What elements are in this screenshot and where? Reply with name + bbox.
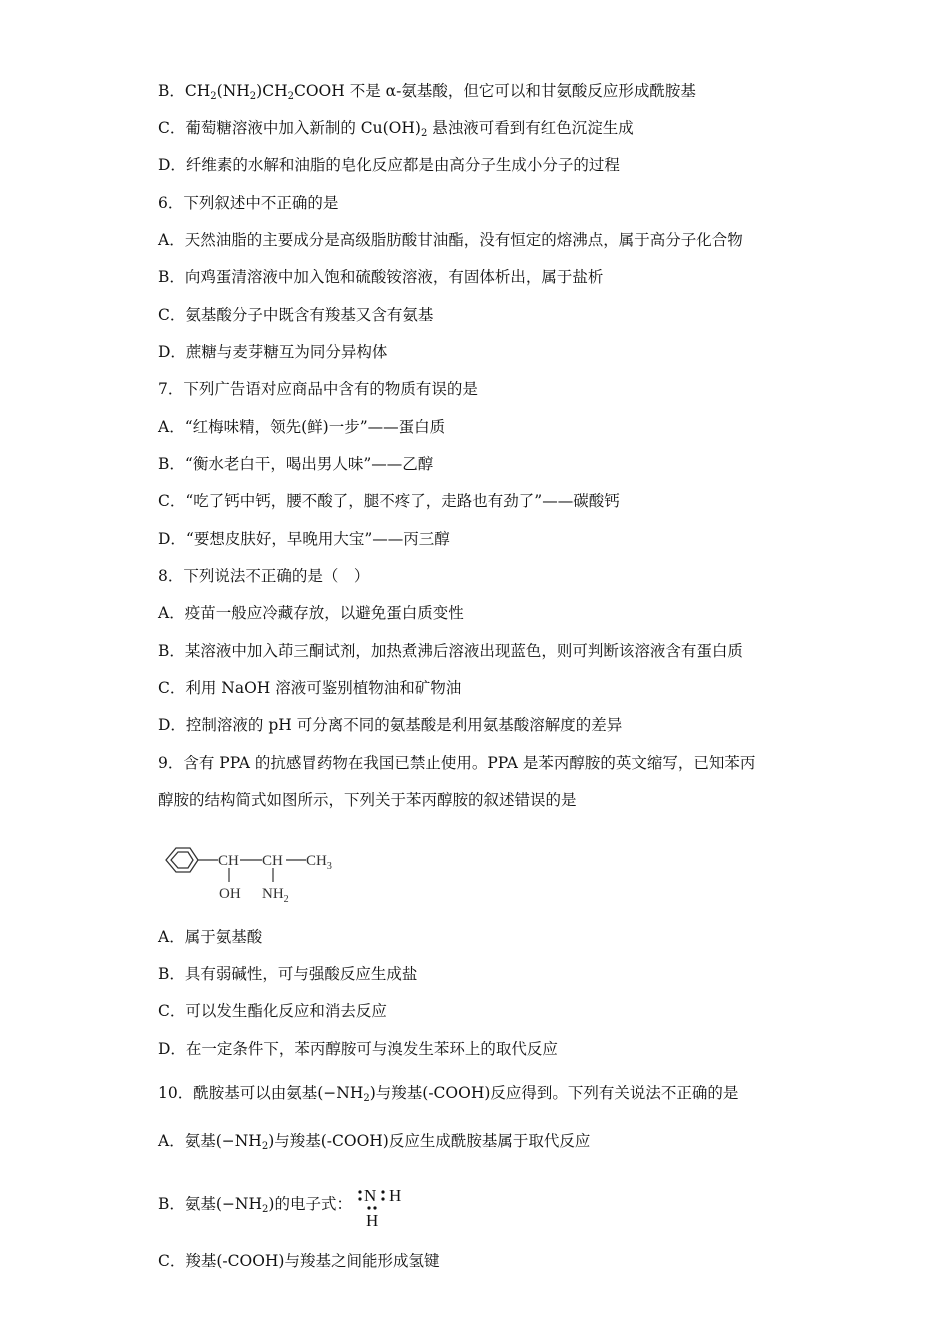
option-10c: C．羧基(-COOH)与羧基之间能形成氢键 xyxy=(158,1252,440,1270)
option-10a: A．氨基$(-NH_2)$与羧基(-COOH)反应生成酰胺基属于取代反应 xyxy=(158,1132,591,1152)
amino-electron-formula xyxy=(356,1179,414,1231)
benzene-ring-icon xyxy=(166,848,198,872)
question-6: 6．下列叙述中不正确的是 xyxy=(158,194,339,212)
option-7d: D．“要想皮肤好，早晚用大宝”——丙三醇 xyxy=(158,530,450,548)
question-9-line1: 9．含有 PPA 的抗感冒药物在我国已禁止使用。PPA 是苯丙醇胺的英文缩写，已知苯丙 xyxy=(158,754,756,772)
question-9-line2: 醇胺的结构简式如图所示，下列关于苯丙醇胺的叙述错误的是 xyxy=(158,791,577,809)
hydrogen-atom-right: H xyxy=(388,1186,402,1205)
option-8a: A．疫苗一般应冷藏存放，以避免蛋白质变性 xyxy=(158,604,464,622)
question-8: 8．下列说法不正确的是（ ） xyxy=(158,567,370,585)
oh-group: OH xyxy=(219,886,241,902)
option-7a: A．“红梅味精，领先(鲜)一步”——蛋白质 xyxy=(158,418,446,436)
option-7c: C．“吃了钙中钙，腰不酸了，腿不疼了，走路也有劲了”——碳酸钙 xyxy=(158,492,620,510)
option-6d: D．蔗糖与麦芽糖互为同分异构体 xyxy=(158,343,388,361)
option-9d: D．在一定条件下，苯丙醇胺可与溴发生苯环上的取代反应 xyxy=(158,1040,558,1058)
option-9a: A．属于氨基酸 xyxy=(158,928,263,946)
ch3-group: $CH_3$ xyxy=(306,853,332,872)
option-5b: B．$CH_2(NH_2)CH_2COOH$ 不是 α-氨基酸，但它可以和甘氨酸反应形成酰胺基 xyxy=(158,82,696,102)
option-8c: C．利用 NaOH 溶液可鉴别植物油和矿物油 xyxy=(158,679,462,697)
hydrogen-atom-below: H xyxy=(365,1211,379,1230)
option-9c: C．可以发生酯化反应和消去反应 xyxy=(158,1002,387,1020)
nh2-group: $NH_2$ xyxy=(262,886,289,905)
ppa-structure-diagram xyxy=(160,840,360,910)
ch-group-2: CH xyxy=(262,853,283,869)
ch-group-1: CH xyxy=(218,853,239,869)
option-6a: A．天然油脂的主要成分是高级脂肪酸甘油酯，没有恒定的熔沸点，属于高分子化合物 xyxy=(158,231,743,249)
option-8d: D．控制溶液的 pH 可分离不同的氨基酸是利用氨基酸溶解度的差异 xyxy=(158,716,623,734)
option-5c: C．葡萄糖溶液中加入新制的 $Cu(OH)_2$ 悬浊液可看到有红色沉淀生成 xyxy=(158,119,634,139)
nitrogen-atom: N xyxy=(363,1186,377,1205)
option-5d: D．纤维素的水解和油脂的皂化反应都是由高分子生成小分子的过程 xyxy=(158,156,620,174)
option-9b: B．具有弱碱性，可与强酸反应生成盐 xyxy=(158,965,418,983)
option-10b: B．氨基$(-NH_2)$的电子式： N H H xyxy=(158,1178,414,1231)
option-6c: C．氨基酸分子中既含有羧基又含有氨基 xyxy=(158,306,434,324)
question-10: 10．酰胺基可以由氨基$(-NH_2)$与羧基(-COOH)反应得到。下列有关说法不正确的是 xyxy=(158,1084,739,1104)
question-7: 7．下列广告语对应商品中含有的物质有误的是 xyxy=(158,380,478,398)
option-8b: B．某溶液中加入茚三酮试剂，加热煮沸后溶液出现蓝色，则可判断该溶液含有蛋白质 xyxy=(158,642,743,660)
option-7b: B．“衡水老白干，喝出男人味”——乙醇 xyxy=(158,455,434,473)
option-6b: B．向鸡蛋清溶液中加入饱和硫酸铵溶液，有固体析出，属于盐析 xyxy=(158,268,604,286)
